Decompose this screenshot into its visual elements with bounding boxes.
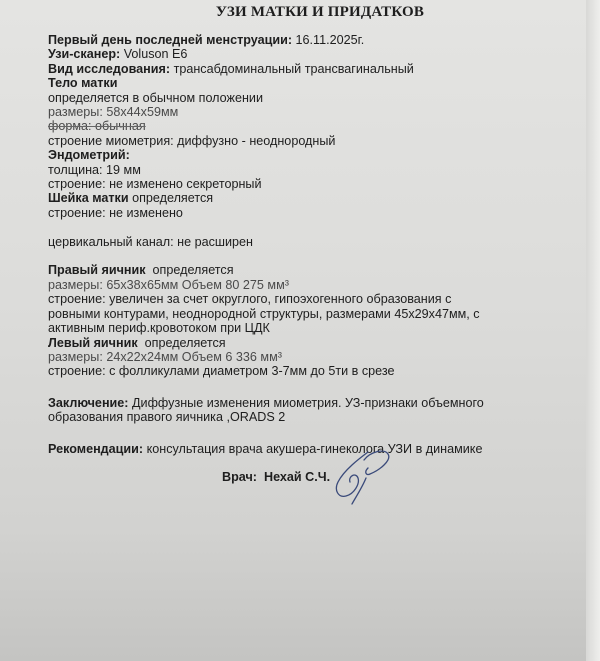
left-ovary-line [48, 336, 578, 350]
uterus-size: размеры: 58x44x59мм [48, 105, 179, 120]
recommendations-line [48, 442, 578, 456]
cervical-canal: цервикальный канал: не расширен [48, 234, 254, 249]
right-ovary-structure-1: строение: увеличен за счет округлого, гипоэхогенного образования с [48, 292, 452, 307]
uterus-heading-text: Тело матки [48, 76, 118, 91]
endometrium-heading [48, 148, 578, 162]
recommendations-label: Рекомендации: [48, 441, 144, 456]
lmp-line [48, 33, 578, 47]
lmp-label: Первый день последней менструации: [48, 33, 293, 47]
conclusion-line-1 [48, 396, 578, 410]
scanner-value: Voluson E6 [123, 47, 188, 62]
right-ovary-status: определяется [152, 263, 234, 278]
doctor-name: Нехай С.Ч. [263, 470, 331, 484]
cervix-structure: строение: не изменено [48, 205, 183, 220]
conclusion-label: Заключение: [48, 395, 129, 410]
right-ovary-structure-3: активным периф.кровотоком при ЦДК [48, 321, 270, 336]
uterus-position: определяется в обычном положении [48, 90, 263, 105]
uterus-heading [48, 76, 578, 90]
conclusion-text-1: Диффузные изменения миометрия. УЗ-признаки объемного [132, 395, 484, 410]
study-type-value: трансабдоминальный трансвагинальный [173, 61, 414, 76]
study-type-line [48, 62, 578, 76]
scanner-label: Узи-сканер: [48, 47, 121, 62]
left-ovary-status: определяется [144, 335, 226, 350]
endometrium-heading-text: Эндометрий: [48, 148, 130, 163]
cervix-heading: Шейка матки [48, 191, 129, 206]
right-ovary-heading: Правый яичник [48, 263, 146, 278]
conclusion-line-2: образования правого яичника ,ORADS 2 [48, 410, 286, 425]
doctor-line [222, 470, 330, 484]
recommendations-value: консультация врача акушера-гинеколога УЗИ в динамике [146, 441, 483, 456]
report-body [48, 33, 578, 456]
uterus-shape: форма: обычная [48, 119, 146, 134]
right-ovary-structure-2: ровными контурами, неоднородной структуры, размерами 45x29x47мм, с [48, 306, 480, 321]
signature-icon [330, 448, 410, 508]
lmp-value: 16.11.2025г. [295, 33, 365, 47]
left-ovary-structure: строение: с фолликулами диаметром 3-7мм до 5ти в срезе [48, 364, 395, 379]
endometrium-thickness: толщина: 19 мм [48, 162, 141, 177]
doctor-label: Врач: [222, 470, 257, 484]
study-type-label: Вид исследования: [48, 61, 171, 76]
myometrium-structure: строение миометрия: диффузно - неоднородный [48, 133, 336, 148]
cervix-status: определяется [132, 191, 214, 206]
paper-edge [586, 0, 600, 661]
scanner-line [48, 47, 578, 61]
right-ovary-size: размеры: 65x38x65мм Объем 80 275 мм³ [48, 277, 289, 292]
cervix-line [48, 191, 578, 205]
document-title: УЗИ МАТКИ И ПРИДАТКОВ [215, 4, 425, 20]
right-ovary-line [48, 263, 578, 277]
left-ovary-size: размеры: 24x22x24мм Объем 6 336 мм³ [48, 349, 282, 364]
left-ovary-heading: Левый яичник [48, 335, 138, 350]
endometrium-structure: строение: не изменено секреторный [48, 177, 262, 192]
